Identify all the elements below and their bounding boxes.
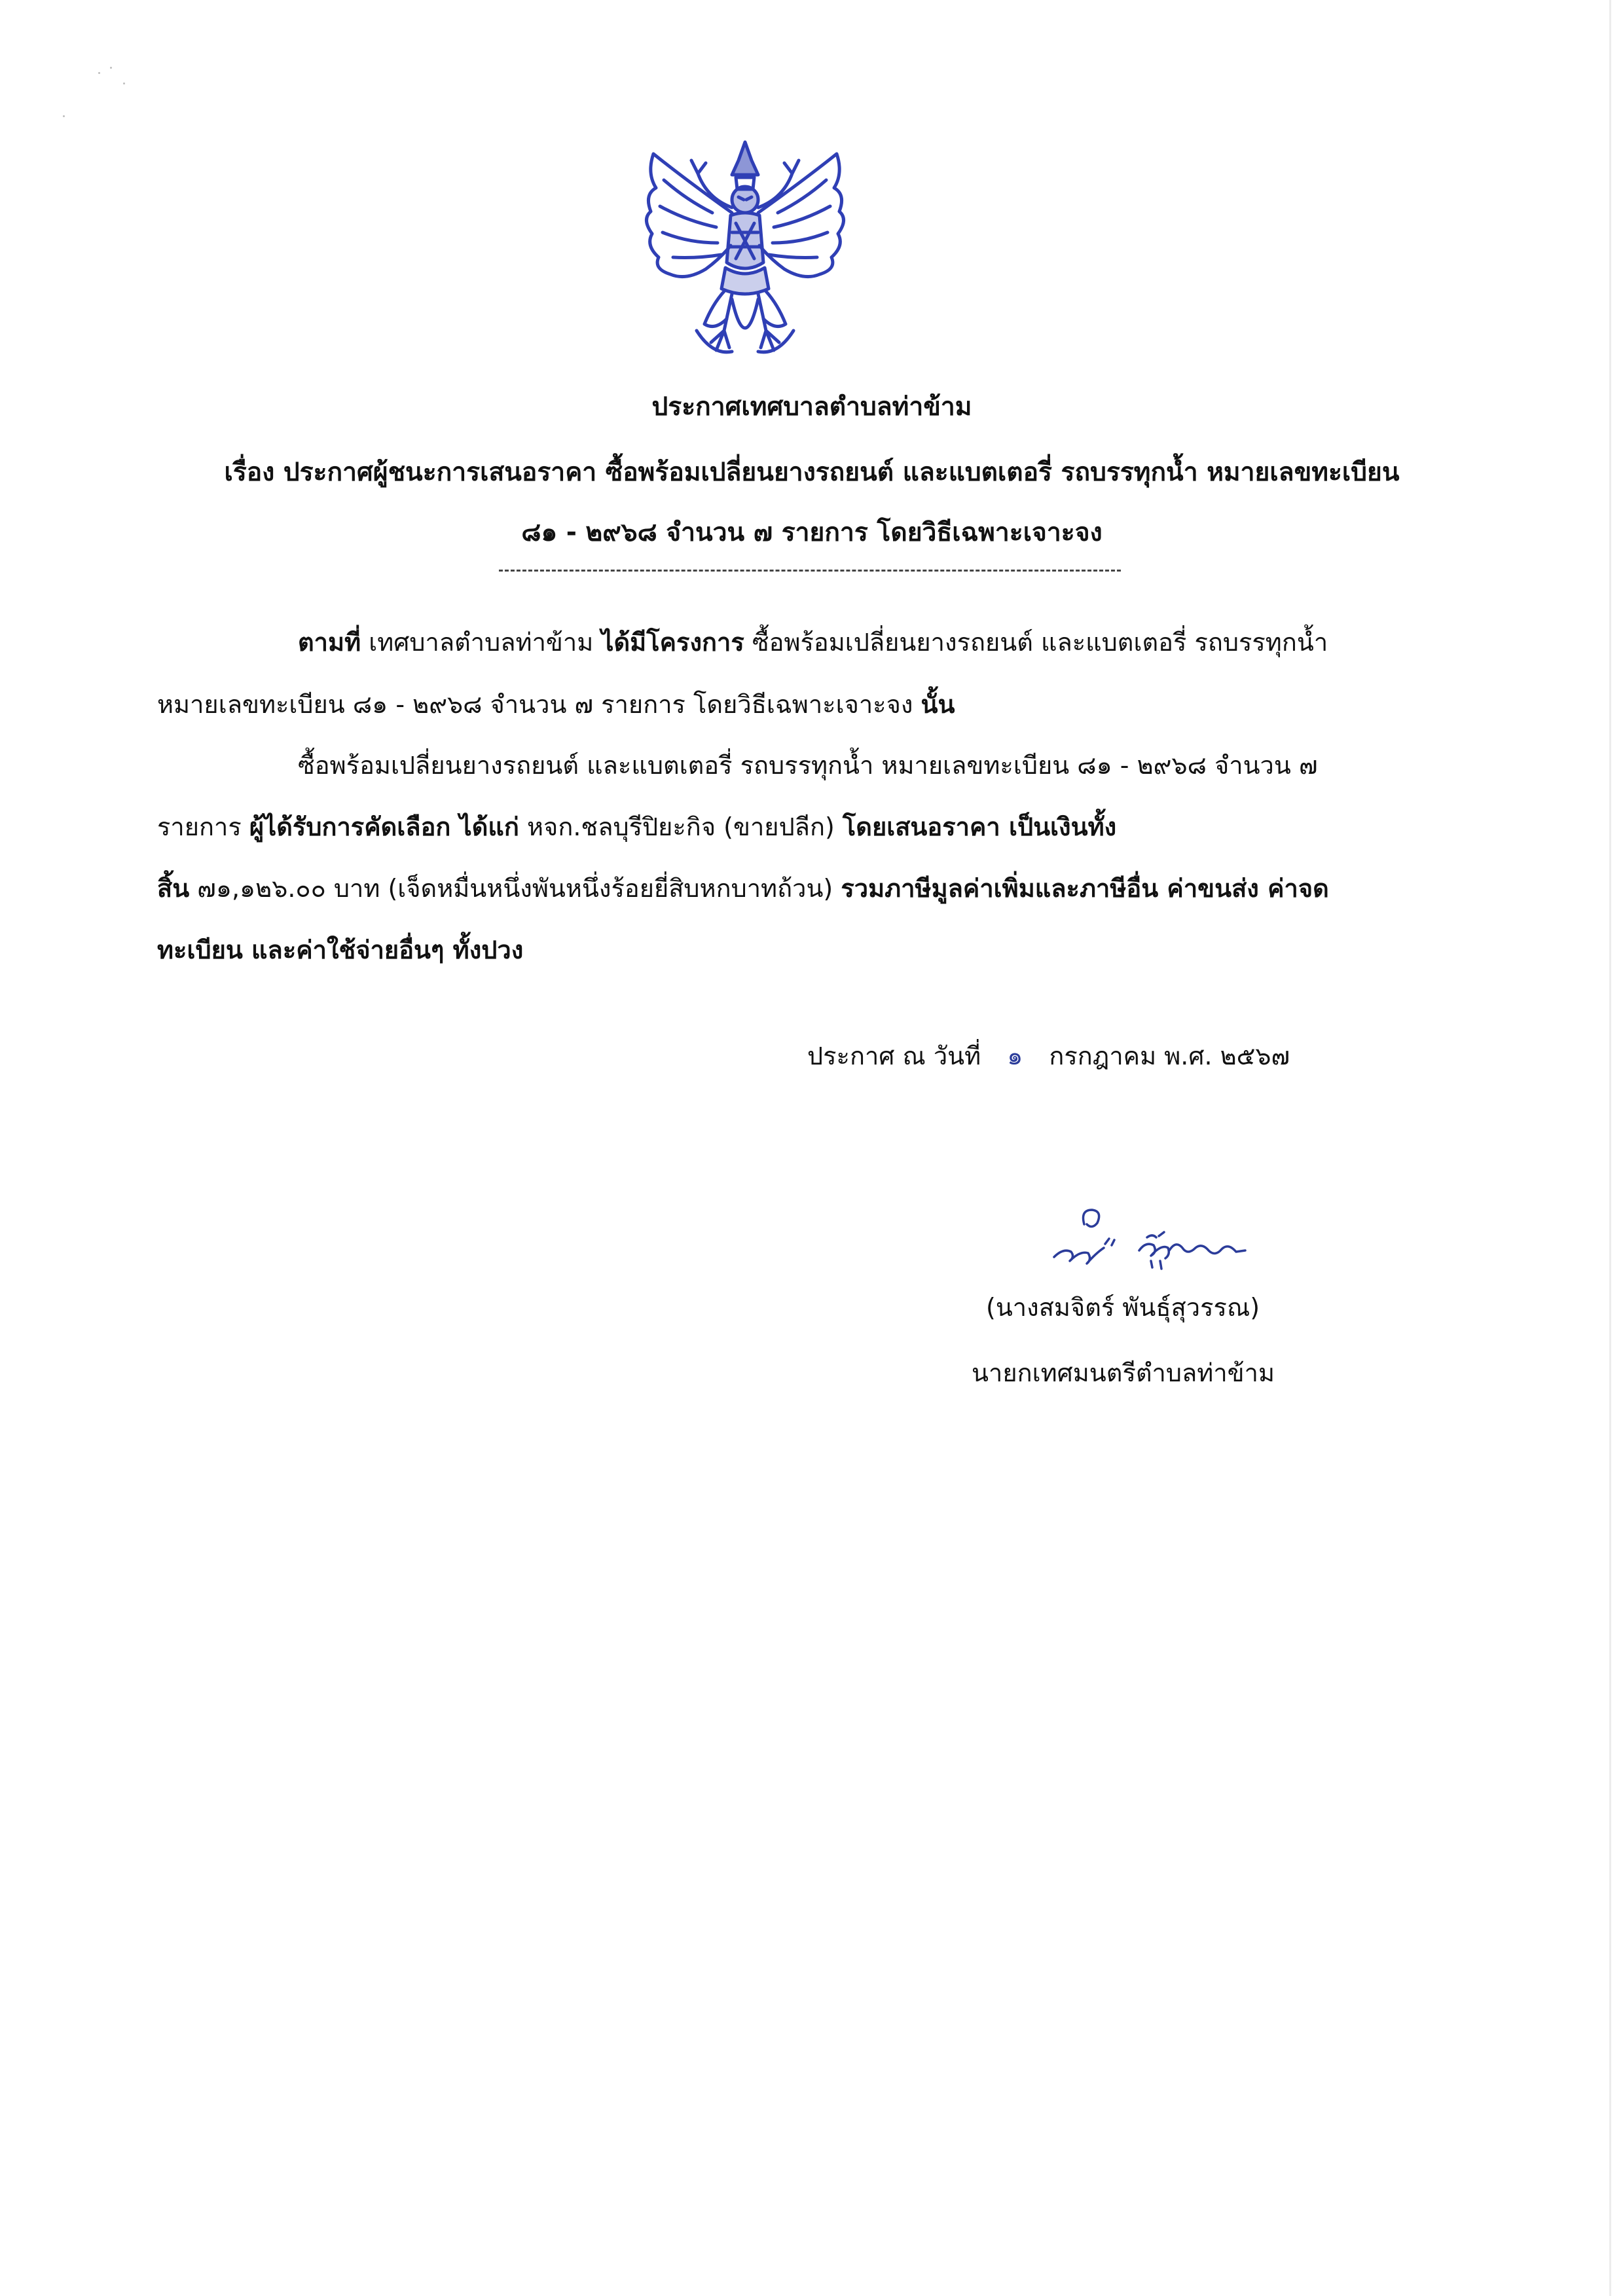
date-month-year: กรกฎาคม พ.ศ. ๒๕๖๗ bbox=[1049, 1042, 1290, 1070]
announcement-date bbox=[807, 1036, 1290, 1076]
paragraph-2-line-4: ทะเบียน และค่าใช้จ่ายอื่นๆ ทั้งปวง bbox=[157, 936, 524, 964]
scan-speck bbox=[63, 115, 65, 117]
handwritten-signature bbox=[1041, 1205, 1250, 1273]
scan-edge-line bbox=[1609, 0, 1611, 2296]
announcement-subject bbox=[98, 452, 1525, 492]
p1-line-2-text: หมายเลขทะเบียน ๘๑ - ๒๙๖๘ จำนวน ๗ รายการ โดยวิธีเฉพาะเจาะจง bbox=[157, 690, 921, 719]
date-day: ๑ bbox=[1007, 1042, 1023, 1070]
paragraph-2-line-2 bbox=[157, 807, 1116, 847]
p1-lead: ตามที่ bbox=[298, 628, 361, 657]
subject-prefix: เรื่อง ประกาศผู้ชนะการเสนอราคา bbox=[224, 458, 597, 487]
p2-selected-label: ผู้ได้รับการคัดเลือก ได้แก่ bbox=[249, 812, 519, 841]
p1-end: นั้น bbox=[921, 690, 955, 719]
announcement-subject-line2: ๘๑ - ๒๙๖๘ จำนวน ๗ รายการ โดยวิธีเฉพาะเจาะจง bbox=[521, 518, 1103, 547]
signer-title: นายกเทศมนตรีตำบลท่าข้าม bbox=[972, 1358, 1275, 1387]
p2-line-2-a: รายการ bbox=[157, 812, 249, 841]
p2-offer-label: โดยเสนอราคา เป็นเงินทั้ง bbox=[842, 812, 1117, 841]
paragraph-2-line-1: ซื้อพร้อมเปลี่ยนยางรถยนต์ และแบตเตอรี่ รถบรรทุกน้ำ หมายเลขทะเบียน ๘๑ - ๒๙๖๘ จำนวน ๗ bbox=[298, 751, 1318, 780]
p2-total-label: สิ้น bbox=[157, 874, 190, 903]
scan-speck bbox=[123, 82, 125, 84]
scan-speck bbox=[110, 67, 112, 69]
p1-text-2: ซื้อพร้อมเปลี่ยนยางรถยนต์ และแบตเตอรี่ รถบรรทุกน้ำ bbox=[744, 628, 1328, 657]
p2-amount: ๗๑,๑๒๖.๐๐ บาท (เจ็ดหมื่นหนึ่งพันหนึ่งร้อยยี่สิบหกบาทถ้วน) bbox=[189, 874, 841, 903]
p1-text-1: เทศบาลตำบลท่าข้าม bbox=[361, 628, 602, 657]
p2-vendor: หจก.ชลบุรีปิยะกิจ (ขายปลีก) bbox=[519, 812, 843, 841]
paragraph-1-line-1 bbox=[298, 622, 1328, 662]
date-prefix: ประกาศ ณ วันที่ bbox=[807, 1042, 981, 1070]
scan-speck bbox=[98, 72, 100, 74]
announcement-title: ประกาศเทศบาลตำบลท่าข้าม bbox=[651, 392, 972, 422]
p1-bold: ได้มีโครงการ bbox=[601, 628, 744, 657]
separator-dashes bbox=[499, 570, 1121, 572]
paragraph-2-line-3 bbox=[157, 868, 1329, 908]
signer-name: (นางสมจิตร์ พันธุ์สุวรรณ) bbox=[986, 1293, 1260, 1322]
garuda-emblem-icon bbox=[634, 134, 856, 363]
p2-included-taxes: รวมภาษีมูลค่าเพิ่มและภาษีอื่น ค่าขนส่ง ค่าจด bbox=[841, 874, 1329, 903]
paragraph-1-line-2 bbox=[157, 684, 955, 724]
subject-text: ซื้อพร้อมเปลี่ยนยางรถยนต์ และแบตเตอรี่ รถบรรทุกน้ำ หมายเลขทะเบียน bbox=[596, 458, 1400, 487]
